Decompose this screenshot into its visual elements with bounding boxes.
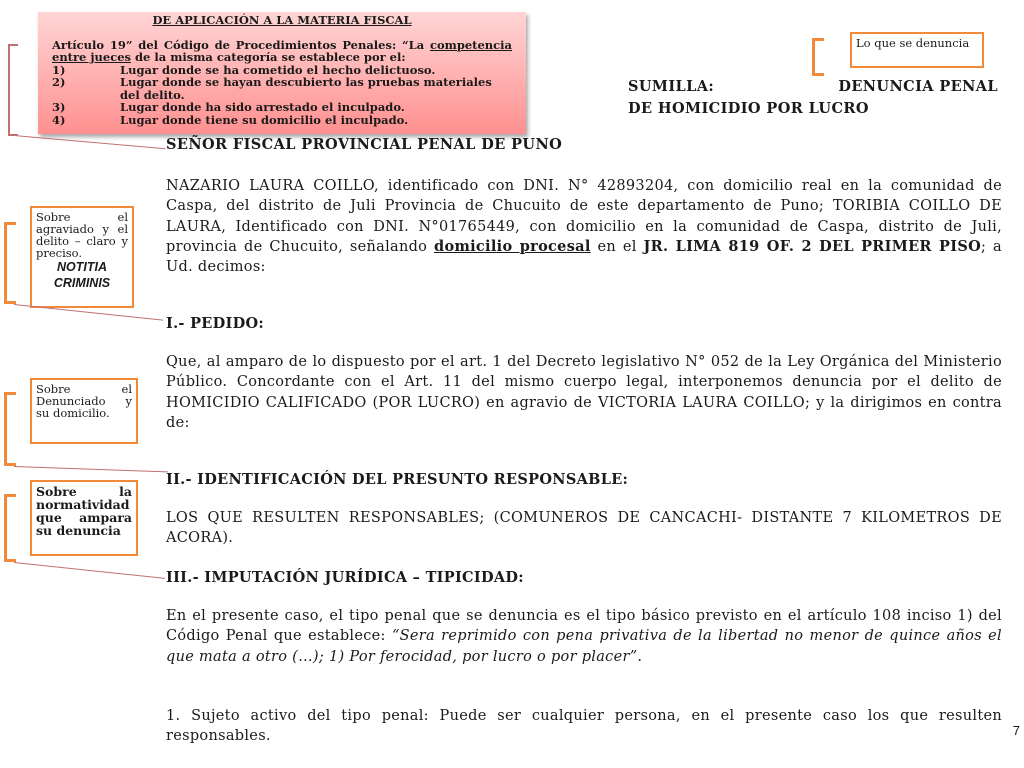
callout-sumilla: Lo que se denuncia	[850, 32, 984, 68]
list-item: 4) Lugar donde tiene su domicilio el inculpado.	[52, 112, 409, 127]
callout-connector	[14, 466, 168, 472]
intro-paragraph: NAZARIO LAURA COILLO, identificado con DNI. N° 42893204, con domicilio real en la comunidad de Caspa, del distrito de Juli Provincia de Chucuito de este departamento de Puno; TORIBIA COILLO DE LAURA, Identificado con DNI. N°01765449, con domicilio en la comunidad de Caspa, distrito de Juli, provincia de Chucuito, señalando domicilio procesal en el JR. LIMA 819 OF. 2 DEL PRIMER PISO; a Ud. decimos:	[166, 178, 1002, 276]
callout-bracket	[8, 44, 18, 136]
sumilla: SUMILLA: DENUNCIA PENAL DE HOMICIDIO POR LUCRO	[628, 78, 998, 117]
callout-connector	[14, 562, 165, 579]
section-heading: III.- IMPUTACIÓN JURÍDICA – TIPICIDAD:	[166, 569, 524, 586]
callout-bracket	[812, 38, 824, 76]
page-number: 7	[1012, 723, 1020, 738]
callout-competencia-article: Artículo 19” del Código de Procedimientos Penales: “La competencia entre jueces de la misma categoría se establece por el:	[52, 37, 512, 64]
callout-normatividad: Sobre la normatividad que ampara su denuncia	[30, 480, 138, 556]
callout-connector	[14, 135, 166, 149]
list-item: 3) Lugar donde ha sido arrestado el inculpado.	[52, 100, 405, 114]
addressee: SEÑOR FISCAL PROVINCIAL PENAL DE PUNO	[166, 136, 563, 153]
section-heading: II.- IDENTIFICACIÓN DEL PRESUNTO RESPONSABLE:	[166, 471, 629, 488]
notitia-criminis-label: NOTITIA CRIMINIS	[53, 260, 111, 290]
sujeto-activo-paragraph: 1. Sujeto activo del tipo penal: Puede ser cualquier persona, en el presente caso los que resulten responsables.	[166, 708, 1002, 745]
list-item: 1) Lugar donde se ha cometido el hecho delictuoso.	[52, 62, 436, 77]
list-item: 2) Lugar donde se hayan descubierto las pruebas materiales del delito.	[52, 75, 492, 102]
section-heading: I.- PEDIDO:	[166, 315, 265, 332]
callout-bracket	[4, 392, 16, 466]
callout-bracket	[4, 494, 16, 562]
callout-agraviado: Sobre el agraviado y el delito – claro y preciso. NOTITIA CRIMINIS	[30, 206, 134, 308]
callout-bracket	[4, 222, 16, 304]
identificacion-paragraph: LOS QUE RESULTEN RESPONSABLES; (COMUNEROS DE CANCACHI- DISTANTE 7 KILOMETROS DE ACORA).	[166, 510, 1002, 547]
callout-denunciado: Sobre el Denunciado y su domicilio.	[30, 378, 138, 444]
callout-competencia	[38, 12, 526, 134]
pedido-paragraph: Que, al amparo de lo dispuesto por el art. 1 del Decreto legislativo N° 052 de la Ley Orgánica del Ministerio Público. Concordante con el Art. 11 del mismo cuerpo legal, interponemos denuncia por el delito de HOMICIDIO CALIFICADO (POR LUCRO) en agravio de VICTORIA LAURA COILLO; y la dirigimos en contra de:	[166, 354, 1002, 431]
imputacion-paragraph: En el presente caso, el tipo penal que se denuncia es el tipo básico previsto en el artículo 108 inciso 1) del Código Penal que establece: “Sera reprimido con pena privativa de la libertad no menor de quince años el que mata a otro (…); 1) Por ferocidad, por lucro o por placer”.	[166, 608, 1002, 665]
callout-competencia-title: DE APLICACIÓN A LA MATERIA FISCAL	[152, 13, 412, 27]
